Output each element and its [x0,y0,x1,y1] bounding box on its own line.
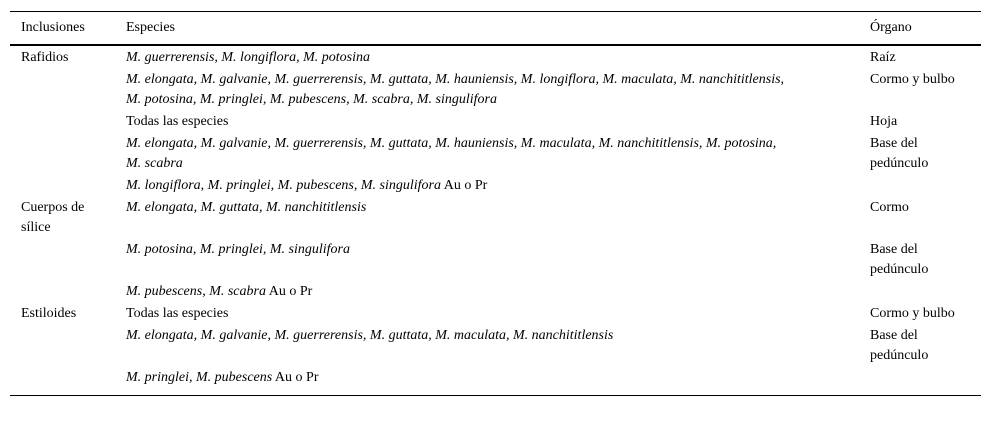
table-row [10,175,981,197]
cell-species [115,175,870,197]
species-inclusions-table [10,11,981,396]
cell-species [115,325,870,367]
data-table [10,11,981,396]
header-row [10,12,981,46]
species-names: M. elongata, M. galvanie, M. guerrerensis, M. guttata, M. maculata, M. nanchititlensis [126,328,614,343]
species-names: M. longiflora, M. pringlei, M. pubescens, M. singulifora [126,178,441,193]
species-names: M. elongata, M. galvanie, M. guerrerensis, M. guttata, M. hauniensis, M. longiflora, M. maculata, M. nanchititlensis, M. potosina, M. pringlei, M. pubescens, M. scabra, M. singulifora [126,72,785,107]
species-names: M. potosina, M. pringlei, M. singulifora [126,242,350,257]
cell-inclusion [10,133,115,175]
table-row [10,197,981,239]
cell-inclusion: Estiloides [21,306,77,321]
cell-organ: Hoja [870,114,898,129]
cell-species [115,45,870,69]
table-row [10,239,981,281]
cell-inclusion [10,175,115,197]
cell-organ: Cormo y bulbo [870,72,955,87]
species-note: Todas las especies [126,114,229,129]
header-inclusiones: Inclusiones [21,20,85,35]
table-header [10,12,981,46]
cell-species [115,239,870,281]
table-row [10,111,981,133]
cell-inclusion [10,111,115,133]
cell-inclusion: Cuerpos de sílice [21,200,85,235]
cell-organ: Base del pedúnculo [870,242,929,277]
cell-species [115,133,870,175]
table-row [10,303,981,325]
cell-organ: Cormo y bulbo [870,306,955,321]
table-row [10,69,981,111]
table-row [10,133,981,175]
cell-inclusion: Rafidios [21,50,69,65]
cell-species [115,303,870,325]
cell-organ [870,281,981,303]
header-organo: Órgano [870,20,912,35]
cell-species [115,111,870,133]
cell-inclusion [10,281,115,303]
cell-organ: Base del pedúnculo [870,328,929,363]
species-note: Au o Pr [272,370,319,385]
header-especies: Especies [126,20,175,35]
cell-organ: Base del pedúnculo [870,136,929,171]
species-names: M. pringlei, M. pubescens [126,370,273,385]
species-names: M. elongata, M. guttata, M. nanchititlensis [126,200,367,215]
table-body [10,45,981,396]
cell-organ: Cormo [870,200,909,215]
table-row [10,45,981,69]
table-row [10,281,981,303]
species-note: Au o Pr [440,178,488,193]
species-names: M. elongata, M. galvanie, M. guerrerensis, M. guttata, M. hauniensis, M. maculata, M. nanchititlensis, M. potosina, M. scabra [126,136,777,171]
species-names: M. guerrerensis, M. longiflora, M. potosina [126,50,370,65]
species-note: Au o Pr [265,284,313,299]
table-row [10,367,981,396]
cell-species [115,281,870,303]
species-names: M. pubescens, M. scabra [126,284,266,299]
cell-inclusion [10,325,115,367]
cell-organ: Raíz [870,50,896,65]
cell-organ [870,367,981,396]
cell-species [115,69,870,111]
cell-inclusion [10,239,115,281]
cell-inclusion [10,69,115,111]
species-note: Todas las especies [126,306,229,321]
cell-species [115,367,870,396]
cell-species [115,197,870,239]
table-row [10,325,981,367]
cell-organ [870,175,981,197]
cell-inclusion [10,367,115,396]
